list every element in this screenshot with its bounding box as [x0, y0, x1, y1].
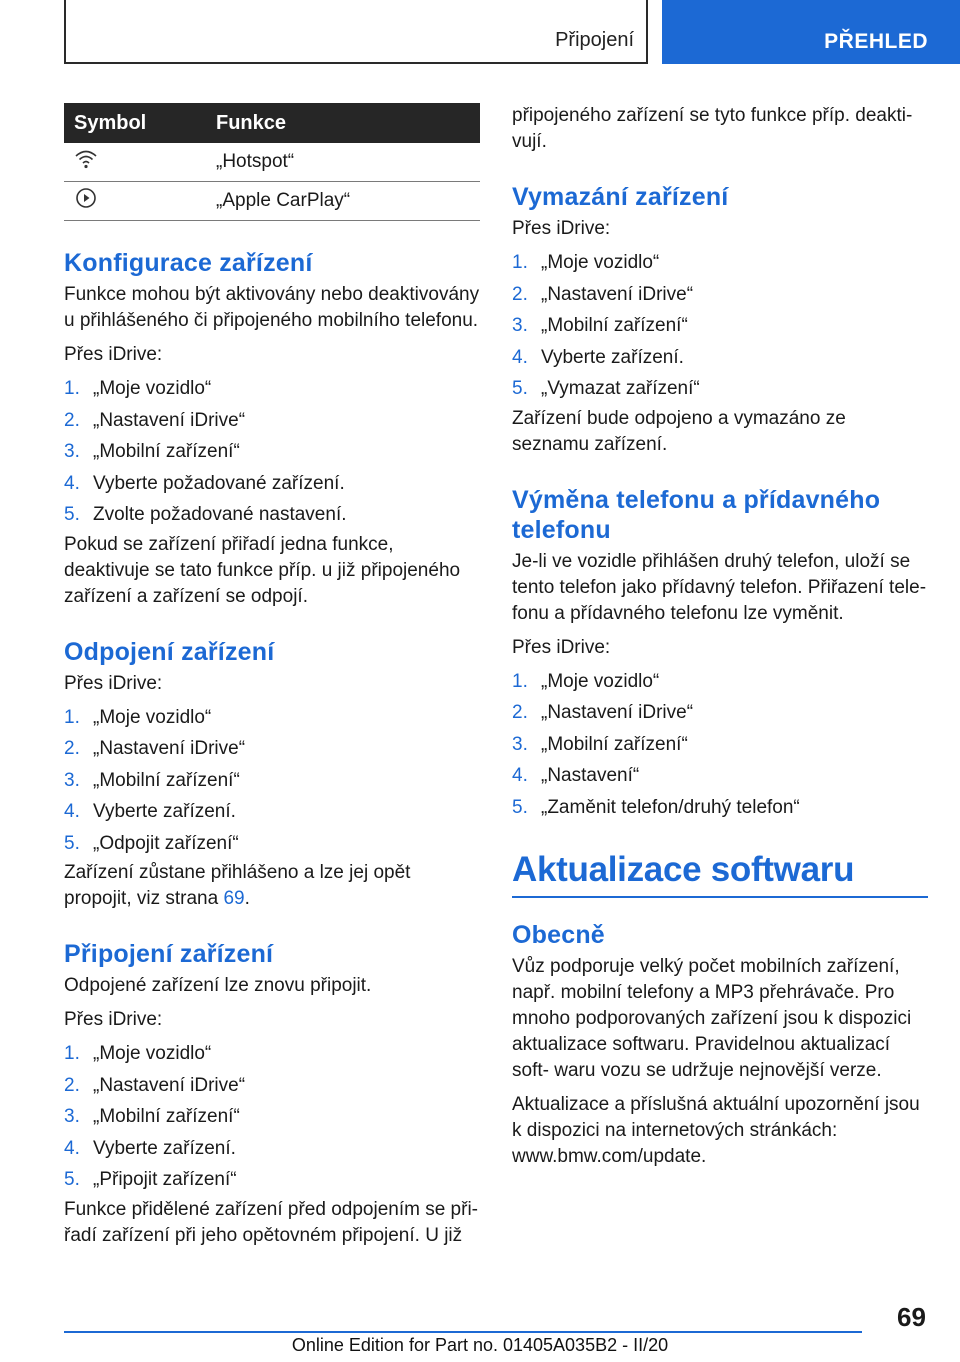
list-item — [64, 796, 480, 828]
step-number: 2. — [512, 283, 528, 305]
step-text: Vyberte zařízení. — [93, 801, 236, 822]
list-item — [64, 468, 480, 500]
step-number: 3. — [512, 733, 528, 755]
list-item — [512, 247, 928, 279]
section-heading-swap-phone: Výměna telefonu a přídavného telefonu — [512, 485, 881, 544]
paragraph: Vůz podporuje velký počet mobilních zařízení, např. mobilní telefony a MP3 přehrávače. Pro mnoho podporovaných zařízení jsou k dispozici aktualizace softwaru. Pravidelnou aktualizací soft- waru vozu se udržuje nejnovější verze. — [512, 956, 912, 1081]
page-number: 69 — [897, 1302, 926, 1332]
step-number: 3. — [64, 441, 80, 462]
list-item — [64, 1070, 480, 1102]
page-reference-link[interactable]: 69 — [223, 888, 245, 909]
step-number: 4. — [64, 472, 80, 494]
note-text: Zařízení zůstane přihlášeno a lze jej opět propojit, viz strana — [64, 862, 411, 909]
step-number: 4. — [512, 346, 528, 368]
list-item — [64, 765, 480, 797]
step-text: „Nastavení iDrive“ — [93, 409, 246, 431]
list-item — [64, 828, 480, 860]
step-number: 1. — [512, 252, 528, 273]
list-item — [512, 666, 928, 698]
step-number: 2. — [512, 702, 528, 723]
symbol-table — [64, 103, 480, 221]
paragraph: Je-li ve vozidle přihlášen druhý telefon, uloží se tento telefon jako přídavný telefon. Přiřazení tele- fonu a přídavného telefonu lze vyměnit. — [512, 550, 927, 624]
step-text: „Mobilní zařízení“ — [541, 315, 688, 336]
via-idrive-label: Přes iDrive: — [512, 636, 611, 658]
step-text: „Nastavení iDrive“ — [541, 702, 694, 723]
step-number: 5. — [512, 796, 528, 818]
list-item — [512, 279, 928, 311]
footer-divider — [64, 1331, 862, 1333]
table-row — [64, 143, 480, 182]
header-section-tab — [64, 0, 648, 64]
list-item — [512, 310, 928, 342]
step-text: „Nastavení iDrive“ — [93, 1074, 246, 1096]
step-text: „Nastavení“ — [541, 765, 640, 786]
list-item — [512, 729, 928, 761]
list-item — [64, 733, 480, 765]
step-number: 2. — [64, 409, 80, 431]
step-text: „Moje vozidlo“ — [93, 378, 212, 399]
step-number: 3. — [64, 769, 80, 791]
steps-list — [512, 247, 928, 405]
step-text: „Nastavení iDrive“ — [93, 738, 246, 759]
section-heading-delete: Vymazání zařízení — [512, 183, 729, 211]
left-column — [64, 103, 480, 1249]
step-text: „Zaměnit telefon/druhý telefon“ — [541, 796, 800, 818]
table-cell-function: „Apple CarPlay“ — [216, 182, 480, 221]
paragraph: připojeného zařízení se tyto funkce příp. deakti- vují. — [512, 105, 913, 152]
step-text: „Odpojit zařízení“ — [93, 832, 239, 854]
step-text: Vyberte zařízení. — [93, 1137, 236, 1159]
paragraph: Zařízení bude odpojeno a vymazáno ze seznamu zařízení. — [512, 407, 846, 455]
paragraph: Aktualizace a příslušná aktuální upozornění jsou k dispozici na internetových stránkách: www.bmw.com/update. — [512, 1094, 920, 1167]
table-cell-function: „Hotspot“ — [216, 143, 480, 182]
paragraph: Funkce mohou být aktivovány nebo deaktivovány u přihlášeného či připojeného mobilního telefonu. — [64, 284, 480, 331]
step-text: „Připojit zařízení“ — [93, 1169, 237, 1190]
step-text: „Moje vozidlo“ — [93, 706, 212, 728]
list-item — [512, 373, 928, 405]
via-idrive-label: Přes iDrive: — [512, 218, 611, 239]
step-text: „Nastavení iDrive“ — [541, 283, 694, 305]
table-cell-symbol — [64, 182, 216, 221]
list-item — [512, 792, 928, 824]
steps-list — [512, 666, 928, 824]
wifi-hotspot-icon — [74, 148, 98, 170]
step-text: „Mobilní zařízení“ — [93, 769, 240, 791]
paragraph: Funkce přidělené zařízení před odpojením se při- řadí zařízení při jeho opětovném připojení. U již — [64, 1198, 479, 1246]
list-item — [64, 1164, 480, 1196]
list-item — [64, 1101, 480, 1133]
step-number: 1. — [64, 378, 80, 399]
step-text: Vyberte zařízení. — [541, 346, 684, 368]
carplay-play-icon — [74, 187, 98, 209]
table-header-function: Funkce — [216, 103, 480, 143]
paragraph: Pokud se zařízení přiřadí jedna funkce, deaktivuje se tato funkce příp. u již připojeného zařízení a zařízení se odpojí. — [64, 533, 461, 607]
step-number: 5. — [64, 1169, 80, 1190]
section-heading-connect: Připojení zařízení — [64, 940, 274, 968]
table-header-row — [64, 103, 480, 143]
table-cell-symbol — [64, 143, 216, 182]
chapter-heading-block — [512, 848, 928, 898]
list-item — [64, 436, 480, 468]
step-number: 4. — [64, 801, 80, 822]
step-number: 5. — [64, 832, 80, 854]
paragraph: Odpojené zařízení lze znovu připojit. — [64, 975, 372, 996]
list-item — [64, 1133, 480, 1165]
steps-list — [64, 702, 480, 860]
section-heading-disconnect: Odpojení zařízení — [64, 637, 275, 666]
list-item — [512, 342, 928, 374]
step-number: 5. — [512, 378, 528, 399]
step-number: 1. — [512, 670, 528, 692]
list-item — [64, 1038, 480, 1070]
step-number: 1. — [64, 706, 80, 728]
chapter-heading: Aktualizace softwaru — [512, 850, 855, 889]
step-text: Zvolte požadované nastavení. — [93, 504, 347, 525]
step-number: 3. — [512, 315, 528, 336]
step-text: „Mobilní zařízení“ — [541, 733, 688, 755]
step-text: „Mobilní zařízení“ — [93, 1106, 240, 1127]
list-item — [64, 499, 480, 531]
table-header-symbol: Symbol — [64, 103, 216, 143]
step-number: 4. — [64, 1137, 80, 1159]
section-heading-general: Obecně — [512, 921, 605, 949]
list-item — [64, 405, 480, 437]
step-number: 4. — [512, 765, 528, 786]
step-text: „Moje vozidlo“ — [93, 1043, 212, 1064]
step-text: „Moje vozidlo“ — [541, 670, 660, 692]
steps-list — [64, 1038, 480, 1196]
list-item — [512, 760, 928, 792]
step-number: 2. — [64, 738, 80, 759]
step-number: 3. — [64, 1106, 80, 1127]
list-item — [64, 373, 480, 405]
step-text: „Mobilní zařízení“ — [93, 441, 240, 462]
step-number: 5. — [64, 504, 80, 525]
via-idrive-label: Přes iDrive: — [64, 1009, 163, 1030]
chapter-title: PŘEHLED — [824, 30, 928, 53]
section-heading-configure: Konfigurace zařízení — [64, 249, 313, 277]
step-number: 2. — [64, 1074, 80, 1096]
list-item — [64, 702, 480, 734]
steps-list — [64, 373, 480, 531]
table-row — [64, 182, 480, 221]
step-text: „Vymazat zařízení“ — [541, 378, 700, 399]
step-number: 1. — [64, 1043, 80, 1064]
section-title: Připojení — [555, 29, 634, 51]
via-idrive-label: Přes iDrive: — [64, 672, 163, 694]
header-chapter-tab — [662, 0, 960, 64]
via-idrive-label: Přes iDrive: — [64, 344, 163, 365]
note-text-end: . — [244, 888, 250, 909]
list-item — [512, 697, 928, 729]
paragraph — [64, 860, 480, 912]
right-column — [512, 103, 928, 1170]
footer-edition: Online Edition for Part no. 01405A035B2 - II/20 — [291, 1335, 669, 1355]
step-text: Vyberte požadované zařízení. — [93, 472, 345, 494]
step-text: „Moje vozidlo“ — [541, 252, 660, 273]
